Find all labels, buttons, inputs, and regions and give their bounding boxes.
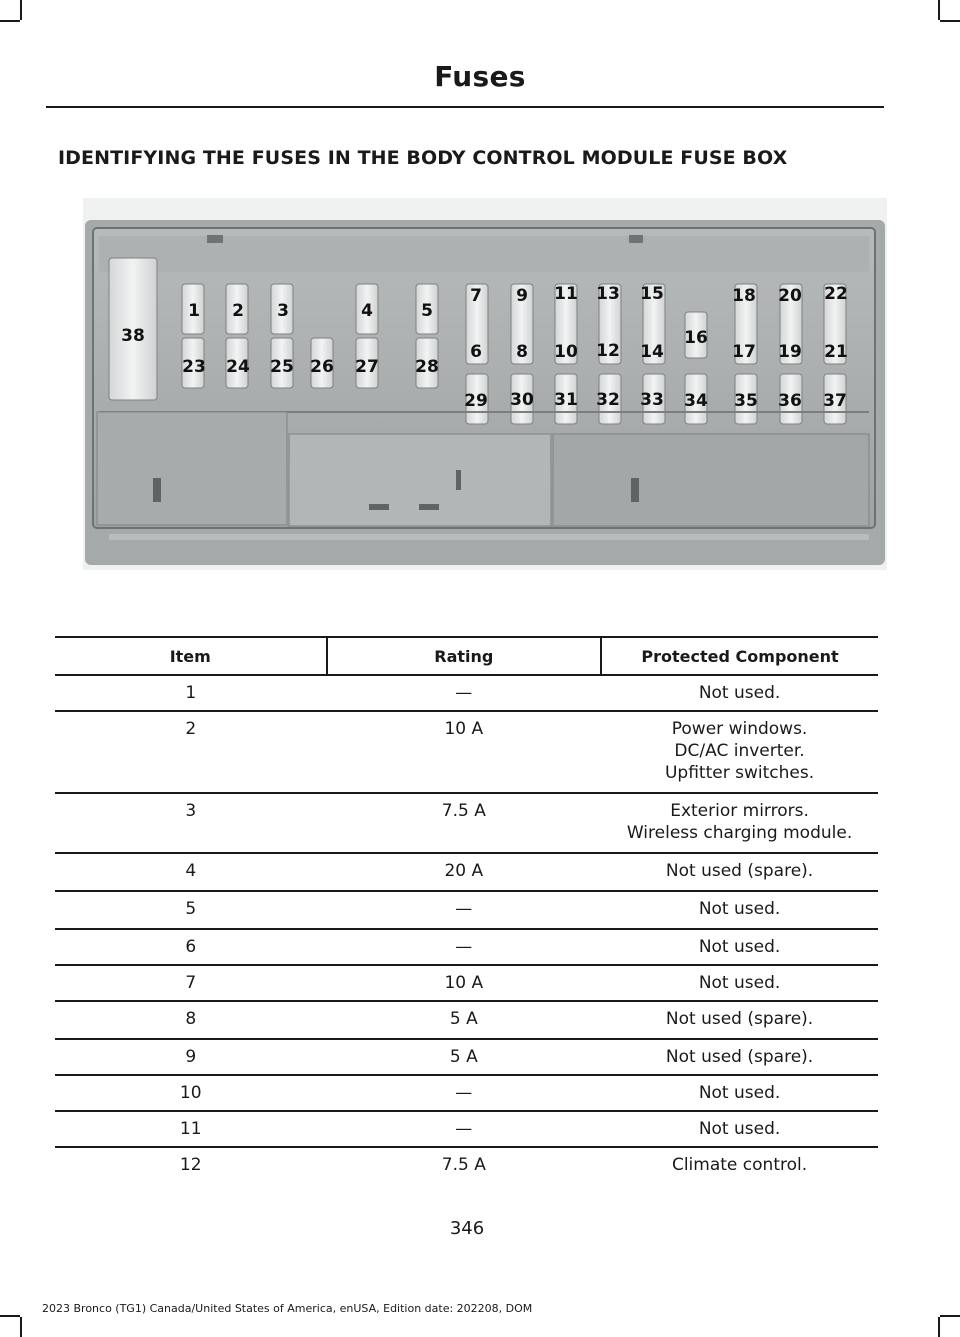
table-row <box>55 675 878 711</box>
cell-component <box>601 1075 878 1111</box>
table-header-row <box>55 637 878 675</box>
cell-rating: 7.5 A <box>441 1155 486 1175</box>
section-heading: IDENTIFYING THE FUSES IN THE BODY CONTROL MODULE FUSE BOX <box>58 147 788 169</box>
cell-rating: 10 A <box>444 973 484 993</box>
fuse-label-17: 17 <box>732 342 756 362</box>
fuse-label-14: 14 <box>640 342 664 362</box>
cell-component <box>601 1039 878 1075</box>
fuse-label-20: 20 <box>778 286 802 306</box>
fuse-label-9: 9 <box>516 286 528 306</box>
component-line: Wireless charging module. <box>626 823 853 843</box>
fuse-label-6: 6 <box>470 342 482 362</box>
fuse-label-29: 29 <box>464 391 488 411</box>
cell-item: 9 <box>185 1047 197 1067</box>
cell-rating: — <box>455 937 473 957</box>
header-divider <box>46 106 884 108</box>
fuse-label-36: 36 <box>778 391 802 411</box>
cell-component <box>601 891 878 929</box>
cell-rating: — <box>455 683 473 703</box>
fuse-label-24: 24 <box>226 357 250 377</box>
fuse-label-35: 35 <box>734 391 758 411</box>
cell-item: 5 <box>185 899 197 919</box>
cell-rating: — <box>455 1083 473 1103</box>
table-row <box>55 929 878 965</box>
component-line: Not used. <box>698 937 781 957</box>
table-row <box>55 1001 878 1039</box>
fuse-label-13: 13 <box>596 284 620 304</box>
fuse-label-15: 15 <box>640 284 664 304</box>
table-row <box>55 1075 878 1111</box>
cell-item: 1 <box>185 683 197 703</box>
crop-mark-bottom-right-h <box>940 1315 960 1317</box>
cell-component <box>601 1111 878 1147</box>
col-header-rating: Rating <box>327 637 602 675</box>
fuse-table <box>55 636 878 1183</box>
fuse-box-diagram <box>83 198 887 570</box>
cell-rating: 5 A <box>449 1009 478 1029</box>
cell-item: 8 <box>185 1009 197 1029</box>
component-line: Not used (spare). <box>665 861 814 881</box>
fuse-label-2: 2 <box>232 301 244 321</box>
fuse-label-21: 21 <box>824 342 848 362</box>
fuse-label-26: 26 <box>310 357 334 377</box>
cell-component <box>601 675 878 711</box>
fuse-label-10: 10 <box>554 342 578 362</box>
cell-item: 12 <box>179 1155 202 1175</box>
fuse-label-1: 1 <box>188 301 200 321</box>
table-row <box>55 793 878 853</box>
fuse-label-34: 34 <box>684 391 708 411</box>
fuse-label-22: 22 <box>824 284 848 304</box>
cell-rating: — <box>455 899 473 919</box>
cell-item: 6 <box>185 937 197 957</box>
fuse-label-32: 32 <box>596 390 620 410</box>
component-line: Not used. <box>698 1119 781 1139</box>
fuse-label-5: 5 <box>421 301 433 321</box>
component-line: Not used. <box>698 973 781 993</box>
table-row <box>55 853 878 891</box>
page-title: Fuses <box>434 60 526 93</box>
edition-footer: 2023 Bronco (TG1) Canada/United States of America, enUSA, Edition date: 202208, DOM <box>42 1302 533 1315</box>
fuse-label-23: 23 <box>182 357 206 377</box>
fuse-label-12: 12 <box>596 341 620 361</box>
cell-rating: — <box>455 1119 473 1139</box>
component-line: DC/AC inverter. <box>674 741 805 761</box>
cell-component <box>601 793 878 853</box>
cell-rating: 20 A <box>444 861 484 881</box>
component-line: Not used. <box>698 1083 781 1103</box>
fuse-label-16: 16 <box>684 328 708 348</box>
fuse-label-27: 27 <box>355 357 379 377</box>
table-row <box>55 711 878 793</box>
cell-item: 10 <box>179 1083 202 1103</box>
component-line: Power windows. <box>671 719 808 739</box>
fuse-label-19: 19 <box>778 342 802 362</box>
component-line: Climate control. <box>671 1155 808 1175</box>
component-line: Not used (spare). <box>665 1047 814 1067</box>
fuse-label-11: 11 <box>554 284 578 304</box>
crop-mark-bottom-left-h <box>0 1315 20 1317</box>
fuse-label-30: 30 <box>510 390 534 410</box>
col-header-item: Item <box>169 646 211 666</box>
cell-component <box>601 711 878 793</box>
cell-component <box>601 853 878 891</box>
fuse-label-4: 4 <box>361 301 373 321</box>
component-line: Not used. <box>698 683 781 703</box>
fuse-label-37: 37 <box>823 391 847 411</box>
fuse-label-7: 7 <box>470 286 482 306</box>
table-row <box>55 891 878 929</box>
table-row <box>55 1147 878 1183</box>
crop-mark-bottom-right <box>938 1317 940 1337</box>
fuse-label-31: 31 <box>554 390 578 410</box>
table-row <box>55 1039 878 1075</box>
component-line: Upfitter switches. <box>664 763 815 783</box>
crop-mark-top-right-h <box>940 20 960 22</box>
page-number: 346 <box>449 1218 485 1239</box>
fuse-label-28: 28 <box>415 357 439 377</box>
table-row <box>55 965 878 1001</box>
crop-mark-top-right <box>938 0 940 20</box>
crop-mark-top-left-h <box>0 20 20 22</box>
cell-component <box>601 1147 878 1183</box>
cell-item: 2 <box>185 719 197 739</box>
fuse-label-33: 33 <box>640 390 664 410</box>
cell-component <box>601 1001 878 1039</box>
cell-item: 4 <box>185 861 197 881</box>
fuse-label-18: 18 <box>732 286 756 306</box>
fuse-label-38: 38 <box>121 326 145 346</box>
component-line: Exterior mirrors. <box>670 801 809 821</box>
crop-mark-top-left <box>20 0 22 20</box>
component-line: Not used. <box>698 899 781 919</box>
fuse-label-3: 3 <box>277 301 289 321</box>
component-line: Not used (spare). <box>665 1009 814 1029</box>
cell-rating: 10 A <box>444 719 484 739</box>
cell-rating: 7.5 A <box>441 801 486 821</box>
fuse-label-25: 25 <box>270 357 294 377</box>
cell-item: 11 <box>179 1119 202 1139</box>
fuse-label-8: 8 <box>516 342 528 362</box>
cell-item: 3 <box>185 801 197 821</box>
cell-component <box>601 929 878 965</box>
col-header-component: Protected Component <box>601 637 878 675</box>
cell-rating: 5 A <box>449 1047 478 1067</box>
crop-mark-bottom-left <box>20 1317 22 1337</box>
cell-component <box>601 965 878 1001</box>
cell-item: 7 <box>185 973 197 993</box>
table-row <box>55 1111 878 1147</box>
